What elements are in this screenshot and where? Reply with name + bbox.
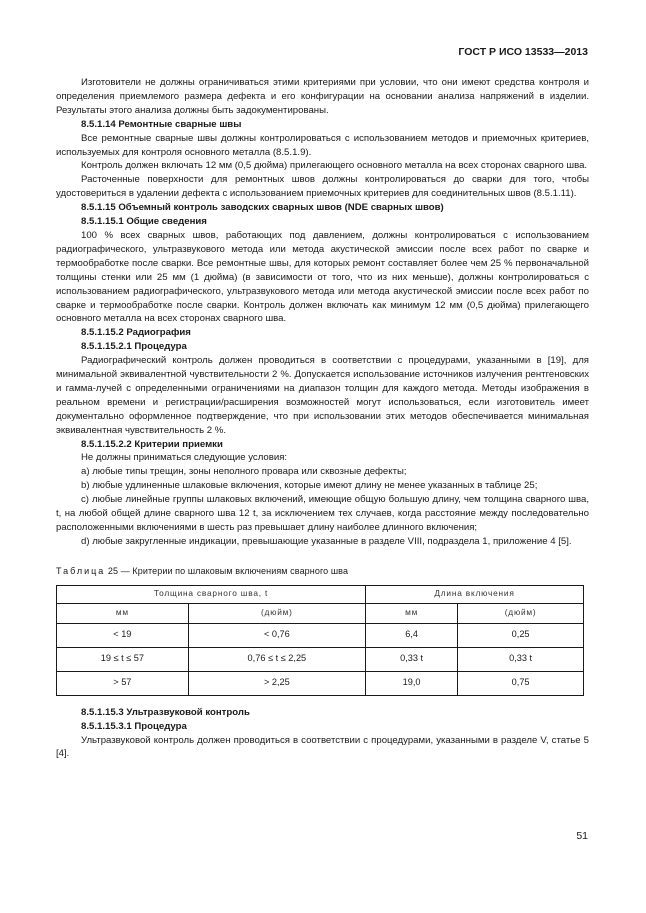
paragraph: Расточенные поверхности для ремонтных швов должны контролироваться до сварки для того, чтобы удостовериться в удалении дефекта с использованием приемочных критериев для соединительных швов (8.5.1.11).	[56, 174, 589, 200]
table-row	[57, 623, 584, 647]
table-header-thickness: Толщина сварного шва, t	[57, 585, 366, 603]
paragraph: Не должны приниматься следующие условия:	[81, 452, 288, 464]
paragraph: Все ремонтные сварные швы должны контролироваться с использованием методов и приемочных критериев, используемых для контроля основного металла (8.5.1.9).	[56, 132, 589, 158]
table-cell: 0,25	[458, 623, 584, 647]
table-cell: 0,76 ≤ t ≤ 2,25	[188, 647, 365, 671]
table-caption-title: 25 — Критерии по шлаковым включениям сварного шва	[105, 565, 349, 576]
table-group-header-row	[57, 585, 584, 603]
slag-inclusion-table	[56, 585, 584, 696]
section-heading: 8.5.1.15.2.2 Критерии приемки	[81, 438, 223, 450]
list-item: d) любые закругленные индикации, превышающие указанные в разделе VIII, подраздела 1, приложение 4 [5].	[81, 535, 572, 547]
paragraph: 100 % всех сварных швов, работающих под давлением, должны контролироваться с использованием радиографического, ультразвукового метода или метода акустической эмиссии после всех работ по сварке и термообработке после сварки. Все ремонтные швы, для которых ремонт составляет более чем 25 % первоначальной толщины стенки или 25 мм (1 дюйма) (в зависимости от того, что из них меньше), должны контролироваться с использованием радиографического, ультразвукового метода или метода акустической эмиссии после всех работ по сварке и термообработке после сварки. Контроль должен включать как минимум 12 мм (0,5 дюйма) прилегающего основного металла на всех сторонах сварного шва.	[56, 229, 589, 325]
list-item: b) любые удлиненные шлаковые включения, которые имеют длину не менее указанных в таблице 25;	[81, 480, 538, 492]
section-heading: 8.5.1.15.1 Общие сведения	[81, 216, 207, 228]
table-header-inclusion-length: Длина включения	[366, 585, 584, 603]
standard-designation: ГОСТ Р ИСО 13533—2013	[458, 46, 588, 58]
table-row	[57, 647, 584, 671]
paragraph: Контроль должен включать 12 мм (0,5 дюйма) прилегающего основного металла на всех сторонах сварного шва.	[81, 160, 588, 172]
table-cell: 0,33 t	[366, 647, 458, 671]
paragraph: Радиографический контроль должен проводиться в соответствии с процедурами, указанными в [19], для минимальной эквивалентной чувствительности 2 %. Допускается использование источников излучения рентгеновских и гамма-лучей с определенными ограничениями на диапазон толщин для каждого метода. Методы изображения в реальном времени и регистрации/расширения возможностей могут использоваться, если изготовитель имеет документально оформленное подтверждение, что при использовании этих методов обеспечивается минимальная эквивалентная чувствительность 2 %.	[56, 355, 589, 436]
document-body	[56, 76, 589, 761]
table-subheader: (дюйм)	[188, 603, 365, 623]
table-cell: 19,0	[366, 671, 458, 695]
table-cell: 0,75	[458, 671, 584, 695]
paragraph: Изготовители не должны ограничиваться этими критериями при условии, что они имеют средства контроля и определения приемлемого размера дефекта и его конфигурации на основании анализа напряжений в изделии. Результаты этого анализа должны быть задокументированы.	[56, 77, 589, 116]
text-section	[56, 76, 589, 549]
table-subheader: мм	[57, 603, 189, 623]
table-subheader: мм	[366, 603, 458, 623]
section-heading: 8.5.1.15 Объемный контроль заводских сварных швов (NDE сварных швов)	[81, 202, 444, 214]
table-cell: < 19	[57, 623, 189, 647]
paragraph: Ультразвуковой контроль должен проводиться в соответствии с процедурами, указанными в разделе V, статье 5 [4].	[56, 734, 589, 760]
section-heading: 8.5.1.14 Ремонтные сварные швы	[81, 118, 242, 130]
table-cell: > 57	[57, 671, 189, 695]
table-subheader: (дюйм)	[458, 603, 584, 623]
table-cell: < 0,76	[188, 623, 365, 647]
table-caption	[56, 565, 589, 579]
section-heading: 8.5.1.15.2.1 Процедура	[81, 341, 187, 353]
section-heading: 8.5.1.15.3.1 Процедура	[81, 720, 187, 732]
section-heading: 8.5.1.15.3 Ультразвуковой контроль	[81, 706, 250, 718]
table-cell: 6,4	[366, 623, 458, 647]
table-cell: 19 ≤ t ≤ 57	[57, 647, 189, 671]
table-sub-header-row	[57, 603, 584, 623]
text-section-after-table	[56, 706, 589, 762]
table-cell: > 2,25	[188, 671, 365, 695]
page-number: 51	[576, 830, 588, 842]
list-item: а) любые типы трещин, зоны неполного провара или сквозные дефекты;	[81, 466, 407, 478]
table-caption-prefix: Таблица	[56, 565, 106, 576]
table-cell: 0,33 t	[458, 647, 584, 671]
list-item: с) любые линейные группы шлаковых включений, имеющие общую большую длину, чем толщина сварного шва, t, на любой общей длине сварного шва 12 t, за исключением тех случаев, когда расстояние между последовательно расположенными включениями в шесть раз превышает длину наиболее длинного включения;	[56, 494, 589, 533]
section-heading: 8.5.1.15.2 Радиография	[81, 327, 191, 339]
table-row	[57, 671, 584, 695]
